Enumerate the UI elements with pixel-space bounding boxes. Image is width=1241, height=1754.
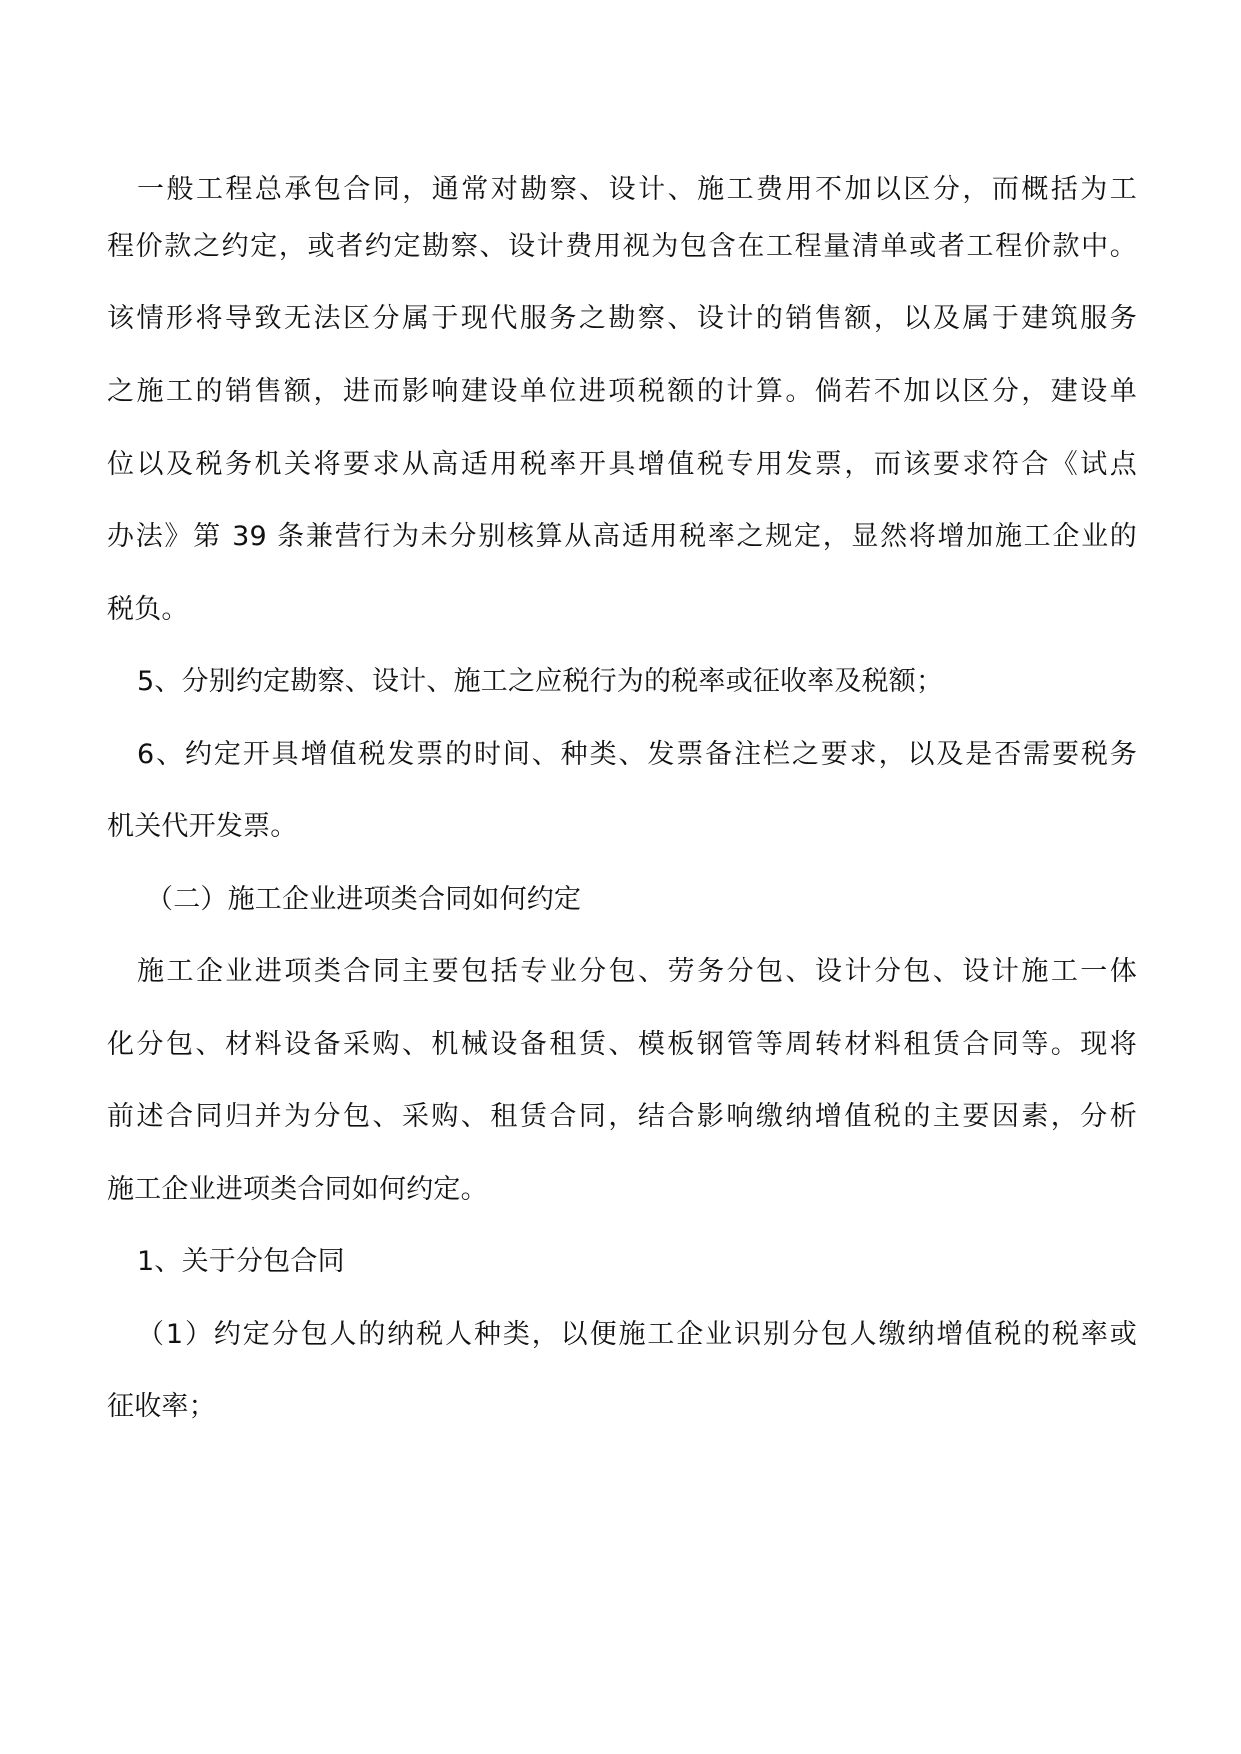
paragraph-line: 一般工程总承包合同，通常对勘察、设计、施工费用不加以区分，而概括为工: [137, 174, 1137, 205]
paragraph-line: 前述合同归并为分包、采购、租赁合同，结合影响缴纳增值税的主要因素，分析: [107, 1101, 1137, 1132]
paragraph-line: 征收率；: [107, 1391, 216, 1422]
paragraph-line: 施工企业进项类合同如何约定。: [107, 1174, 488, 1205]
paragraph-line: 之施工的销售额，进而影响建设单位进项税额的计算。倘若不加以区分，建设单: [107, 376, 1137, 407]
paragraph-line: 机关代开发票。: [107, 811, 298, 842]
paragraph-line: 该情形将导致无法区分属于现代服务之勘察、设计的销售额，以及属于建筑服务: [107, 303, 1137, 334]
paragraph-line: 税负。: [107, 594, 189, 625]
list-item-5: 5、分别约定勘察、设计、施工之应税行为的税率或征收率及税额；: [137, 666, 944, 697]
paragraph-line: 施工企业进项类合同主要包括专业分包、劳务分包、设计分包、设计施工一体: [137, 956, 1137, 987]
list-item-1: （1）约定分包人的纳税人种类，以便施工企业识别分包人缴纳增值税的税率或: [137, 1319, 1137, 1350]
paragraph-line: 办法》第 39 条兼营行为未分别核算从高适用税率之规定，显然将增加施工企业的: [107, 521, 1137, 552]
paragraph-line: 化分包、材料设备采购、机械设备租赁、模板钢管等周转材料租赁合同等。现将: [107, 1029, 1137, 1060]
section-heading: （二）施工企业进项类合同如何约定: [146, 884, 582, 915]
list-item-6: 6、约定开具增值税发票的时间、种类、发票备注栏之要求，以及是否需要税务: [137, 739, 1137, 770]
paragraph-line: 位以及税务机关将要求从高适用税率开具增值税专用发票，而该要求符合《试点: [107, 449, 1137, 480]
subsection-heading: 1、关于分包合同: [137, 1246, 345, 1277]
paragraph-line: 程价款之约定，或者约定勘察、设计费用视为包含在工程量清单或者工程价款中。: [107, 231, 1137, 262]
